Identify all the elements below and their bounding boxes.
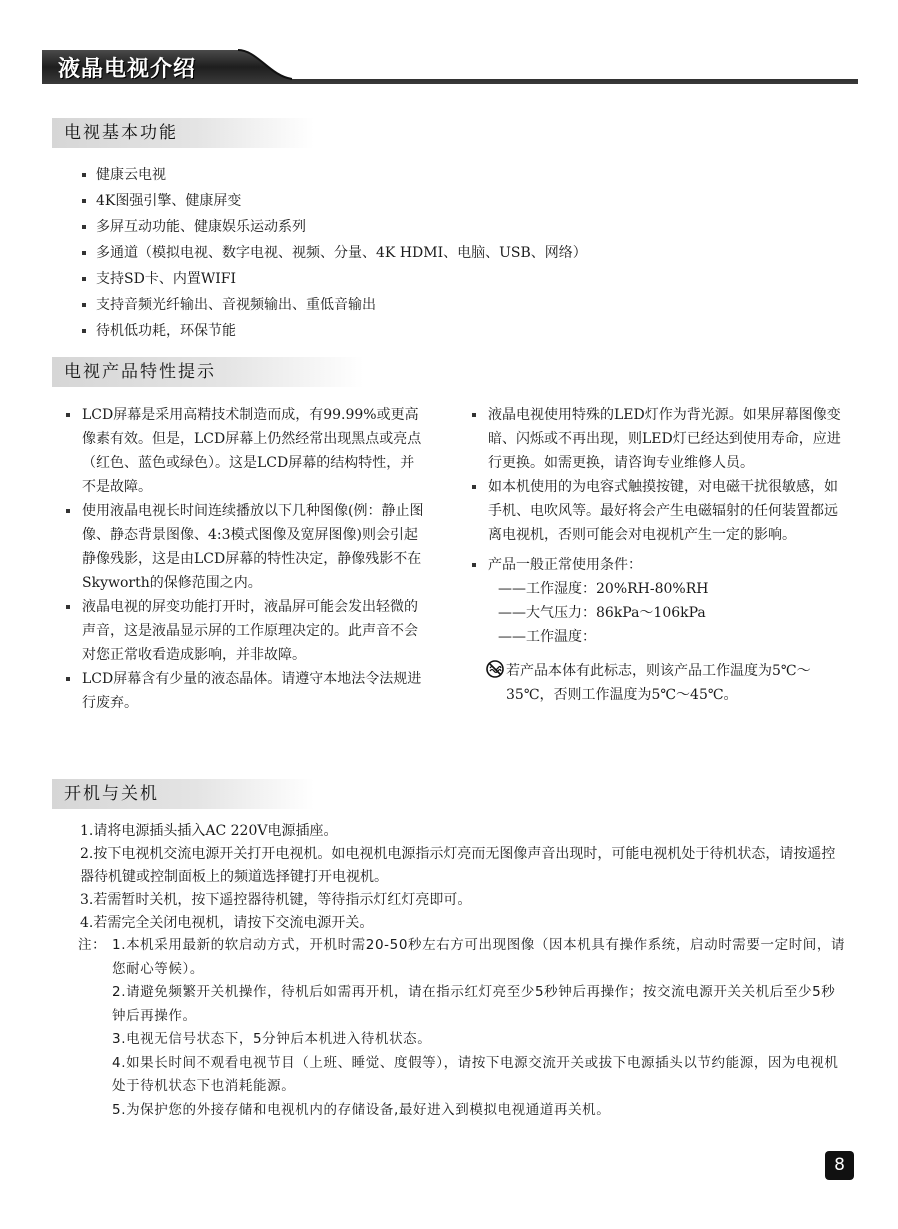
note-item: 3.电视无信号状态下，5分钟后本机进入待机状态。: [112, 1031, 432, 1047]
note-item: 1.本机采用最新的软启动方式，开机时需20-50秒左右方可出现图像（因本机具有操作系统，启动时需要一定时间，请您耐心等候）。: [112, 937, 846, 977]
list-item: 支持SD卡、内置WIFI: [80, 266, 587, 292]
section-basic-functions-title: 电视基本功能: [52, 118, 314, 148]
note-item: 5.为保护您的外接存储和电视机内的存储设备,最好进入到模拟电视通道再关机。: [112, 1101, 611, 1118]
step-item: 2.按下电视机交流电源开关打开电视机。如电视机电源指示灯亮而无图像声音出现时，可能电视机处于待机状态，请按遥控器待机键或控制面板上的频道选择键打开电视机。: [80, 846, 836, 885]
note-row: [78, 934, 848, 981]
list-item: 多通道（模拟电视、数字电视、视频、分量、4K HDMI、电脑、USB、网络）: [80, 240, 587, 266]
page-title: 液晶电视介绍: [58, 57, 197, 82]
step-item: 1.请将电源插头插入AC 220V电源插座。: [80, 823, 338, 839]
temperature-note-text: 若产品本体有此标志，则该产品工作温度为5℃～35℃，否则工作温度为5℃～45℃。: [506, 663, 811, 703]
features-left-column: [64, 403, 424, 715]
list-item: 使用液晶电视长时间连续播放以下几种图像(例：静止图像、静态背景图像、4:3模式图像及宽屏图像)则会引起静像残影，这是由LCD屏幕的特性决定，静像残影不在Skyworth的保修范围之内。: [64, 499, 424, 595]
condition-temperature: ——工作温度：: [498, 629, 596, 645]
power-steps: [80, 820, 840, 935]
condition-pressure: ——大气压力：86kPa～106kPa: [498, 605, 706, 621]
list-item: 液晶电视使用特殊的LED灯作为背光源。如果屏幕图像变暗、闪烁或不再出现，则LED灯已经达到使用寿命，应进行更换。如需更换，请咨询专业维修人员。: [470, 403, 850, 475]
list-item: LCD屏幕是采用高精技术制造而成，有99.99%或更高像素有效。但是，LCD屏幕上仍然经常出现黑点或亮点（红色、蓝色或绿色）。这是LCD屏幕的结构特性，并不是故障。: [64, 403, 424, 499]
step-item: 3.若需暂时关机，按下遥控器待机键，等待指示灯红灯亮即可。: [80, 892, 472, 908]
list-item: 4K图强引擎、健康屏变: [80, 188, 587, 214]
list-item: 多屏互动功能、健康娱乐运动系列: [80, 214, 587, 240]
section-power-title: 开机与关机: [52, 779, 314, 809]
page-number: 8: [825, 1151, 854, 1180]
condition-humidity: ——工作湿度：20%RH-80%RH: [498, 581, 709, 597]
note-label: 注：: [78, 937, 107, 953]
list-item: 待机低功耗，环保节能: [80, 318, 587, 344]
features-right-column: [470, 403, 850, 707]
power-notes: [78, 934, 848, 1122]
conditions-title: 产品一般正常使用条件：: [470, 553, 850, 577]
basic-functions-list: [80, 162, 587, 344]
section-features-title: 电视产品特性提示: [52, 357, 364, 387]
note-item: 2.请避免频繁开关机操作，待机后如需再开机，请在指示红灯亮至少5秒钟后再操作；按交流电源开关关机后至少5秒钟后再操作。: [112, 984, 836, 1024]
note-item: 4.如果长时间不观看电视节目（上班、睡觉、度假等），请按下电源交流开关或拔下电源插头以节约能源，因为电视机处于待机状态下也消耗能源。: [112, 1054, 839, 1094]
step-item: 4.若需完全关闭电视机，请按下交流电源开关。: [80, 915, 374, 931]
list-item: 支持音频光纤输出、音视频输出、重低音输出: [80, 292, 587, 318]
list-item: 液晶电视的屏变功能打开时，液晶屏可能会发出轻微的声音，这是液晶显示屏的工作原理决定的。此声音不会对您正常收看造成影响，并非故障。: [64, 595, 424, 667]
list-item: 如本机使用的为电容式触摸按键，对电磁干扰很敏感，如手机、电吹风等。最好将会产生电磁辐射的任何装置都远离电视机，否则可能会对电视机产生一定的影响。: [470, 475, 850, 547]
temperature-note: [470, 659, 850, 707]
no-water-symbol-icon: [486, 660, 504, 678]
list-item: 健康云电视: [80, 162, 587, 188]
list-item: LCD屏幕含有少量的液态晶体。请遵守本地法令法规进行废弃。: [64, 667, 424, 715]
